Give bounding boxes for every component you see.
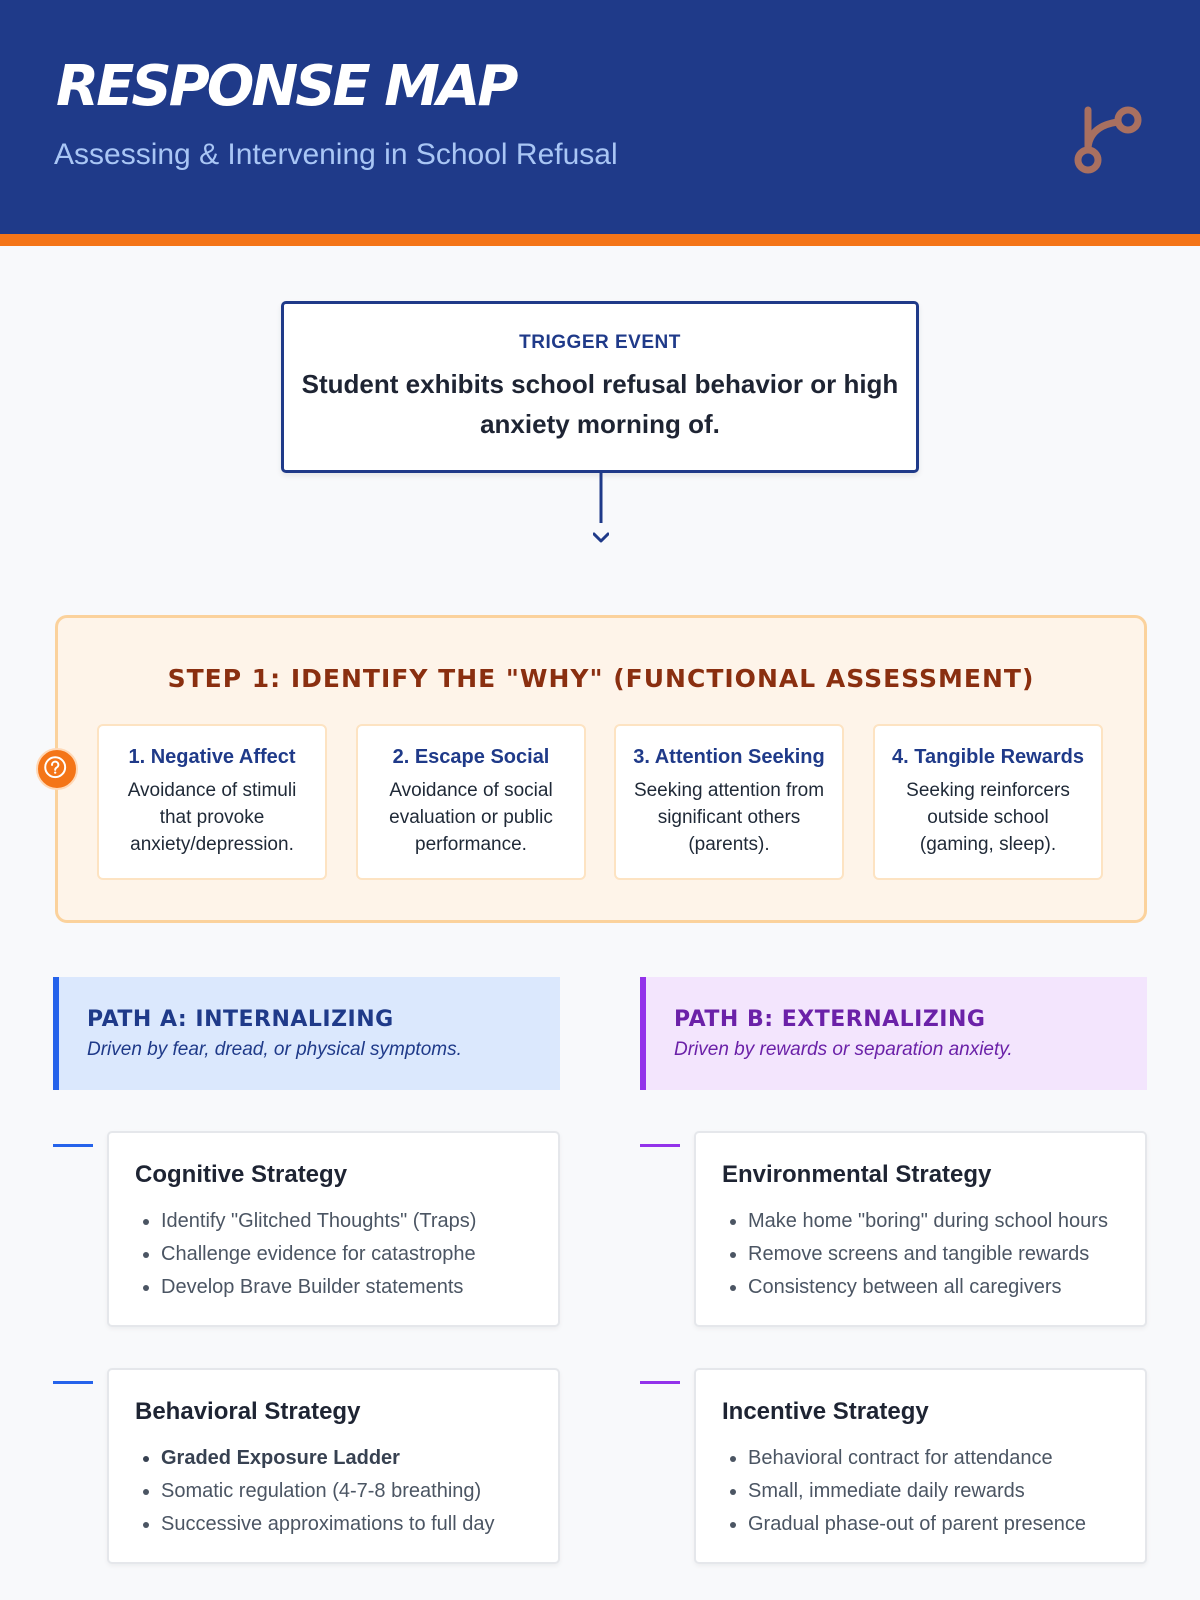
strategy-list — [748, 1205, 1108, 1304]
page-title: RESPONSE MAP — [56, 54, 516, 119]
function-description: Seeking attention from significant others (parents). — [633, 780, 825, 855]
strategy-title: Environmental Strategy — [722, 1161, 992, 1188]
header — [0, 0, 1200, 234]
cognitive-strategy-card — [107, 1131, 560, 1327]
incentive-strategy-card — [694, 1368, 1147, 1564]
trigger-event-box — [281, 301, 919, 473]
header-accent-stripe — [0, 234, 1200, 246]
function-description: Avoidance of stimuli that provoke anxiety/depression. — [127, 780, 297, 855]
list-item: • Remove screens and tangible rewards — [748, 1238, 1108, 1271]
behavioral-strategy-card — [107, 1368, 560, 1564]
step-title: STEP 1: IDENTIFY THE "WHY" (FUNCTIONAL ASSESSMENT) — [167, 664, 1035, 693]
path-a-header — [53, 977, 560, 1090]
strategy-list — [161, 1205, 476, 1304]
function-card-negative-affect — [97, 724, 327, 880]
path-title: PATH A: INTERNALIZING — [87, 1007, 394, 1032]
path-a-connector — [53, 1381, 93, 1384]
list-item: • Gradual phase-out of parent presence — [748, 1508, 1086, 1541]
environmental-strategy-card — [694, 1131, 1147, 1327]
list-item: • Graded Exposure Ladder — [161, 1442, 495, 1475]
list-item: • Make home "boring" during school hours — [748, 1205, 1108, 1238]
function-title: 3. Attention Seeking — [633, 746, 825, 768]
path-subtitle: Driven by fear, dread, or physical symptoms. — [87, 1039, 462, 1060]
function-title: 1. Negative Affect — [128, 746, 296, 768]
list-item: • Develop Brave Builder statements — [161, 1271, 476, 1304]
function-title: 4. Tangible Rewards — [892, 746, 1084, 768]
path-title: PATH B: EXTERNALIZING — [674, 1007, 986, 1032]
function-title: 2. Escape Social — [392, 746, 550, 768]
trigger-text: Student exhibits school refusal behavior or high anxiety morning of. — [301, 369, 899, 439]
branch-icon — [1068, 100, 1148, 180]
function-card-tangible-rewards — [873, 724, 1103, 880]
function-description: Seeking reinforcers outside school (gaming, sleep). — [906, 780, 1070, 855]
strategy-list — [161, 1442, 495, 1541]
list-item: • Successive approximations to full day — [161, 1508, 495, 1541]
strategy-title: Cognitive Strategy — [135, 1161, 348, 1188]
path-b-connector — [640, 1144, 680, 1147]
path-b-connector — [640, 1381, 680, 1384]
trigger-label: TRIGGER EVENT — [519, 332, 681, 353]
page-subtitle: Assessing & Intervening in School Refusal — [54, 138, 618, 171]
question-icon — [36, 748, 78, 790]
list-item: • Identify "Glitched Thoughts" (Traps) — [161, 1205, 476, 1238]
list-item: • Small, immediate daily rewards — [748, 1475, 1086, 1508]
path-b-header — [640, 977, 1147, 1090]
list-item: • Behavioral contract for attendance — [748, 1442, 1086, 1475]
strategy-title: Behavioral Strategy — [135, 1398, 361, 1425]
function-card-attention-seeking — [614, 724, 844, 880]
path-a-connector — [53, 1144, 93, 1147]
strategy-title: Incentive Strategy — [722, 1398, 929, 1425]
list-item: • Challenge evidence for catastrophe — [161, 1238, 476, 1271]
flow-arrow-icon — [593, 473, 609, 553]
function-card-escape-social — [356, 724, 586, 880]
function-description: Avoidance of social evaluation or public performance. — [389, 780, 553, 855]
list-item: • Somatic regulation (4-7-8 breathing) — [161, 1475, 495, 1508]
list-item: • Consistency between all caregivers — [748, 1271, 1108, 1304]
path-subtitle: Driven by rewards or separation anxiety. — [674, 1039, 1013, 1060]
strategy-list — [748, 1442, 1086, 1541]
